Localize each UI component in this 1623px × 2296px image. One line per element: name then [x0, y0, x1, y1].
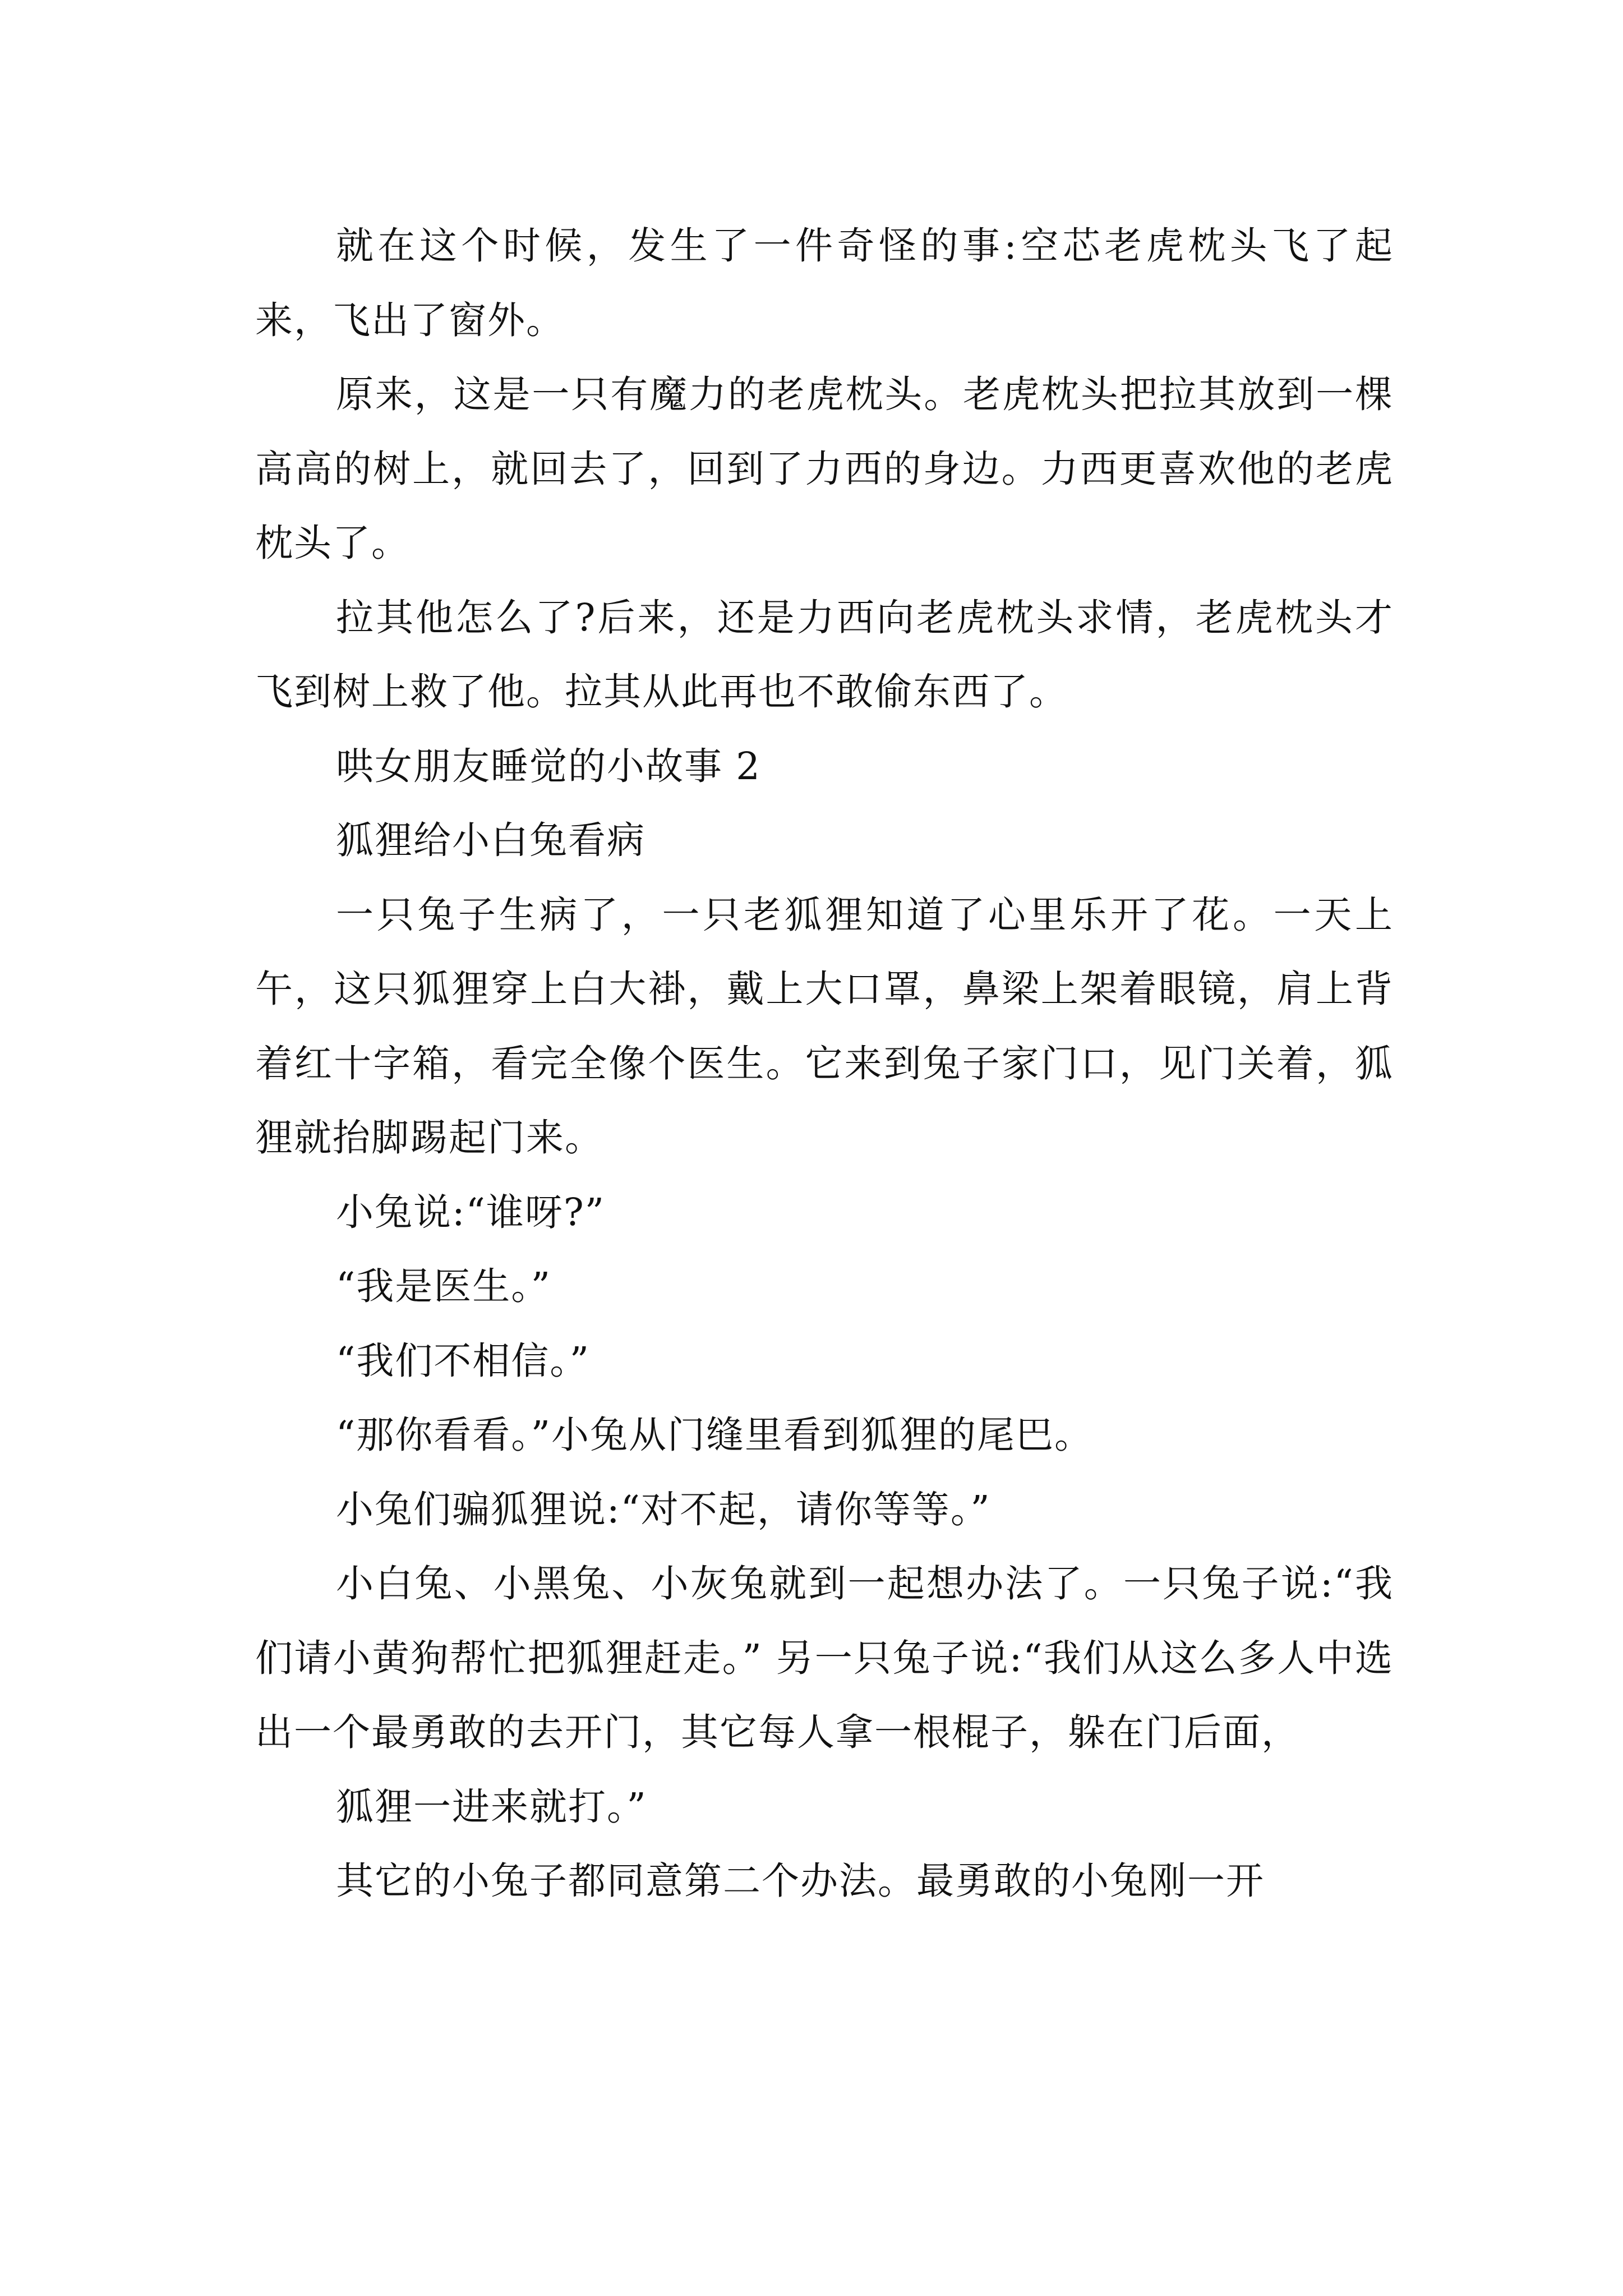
- story-title: 狐狸给小白兔看病: [336, 818, 645, 862]
- dialogue-line-5: 小兔们骗狐狸说:“对不起，请你等等。”: [336, 1487, 991, 1531]
- dialogue-line-4: “那你看看。”小兔从门缝里看到狐狸的尾巴。: [336, 1413, 1094, 1457]
- paragraph-7: 其它的小兔子都同意第二个办法。最勇敢的小兔刚一开: [336, 1859, 1265, 1903]
- document-body: [255, 209, 1394, 1918]
- paragraph-4: 一只兔子生病了，一只老狐狸知道了心里乐开了花。一天上午，这只狐狸穿上白大褂，戴上大口罩，鼻梁上架着眼镜，肩上背着红十字箱，看完全像个医生。它来到兔子家门口，见门关着，狐狸就抬脚踢起门来。: [255, 892, 1394, 1159]
- paragraph-6: 狐狸一进来就打。”: [336, 1784, 647, 1829]
- dialogue-line-1: 小兔说:“谁呀?”: [336, 1190, 605, 1234]
- dialogue-line-2: “我是医生。”: [336, 1264, 552, 1308]
- section-heading: 哄女朋友睡觉的小故事 2: [336, 744, 761, 788]
- paragraph-3: 拉其他怎么了?后来，还是力西向老虎枕头求情，老虎枕头才飞到树上救了他。拉其从此再也不敢偷东西了。: [255, 595, 1394, 714]
- paragraph-1: 就在这个时候，发生了一件奇怪的事:空芯老虎枕头飞了起来，飞出了窗外。: [255, 224, 1394, 342]
- dialogue-line-3: “我们不相信。”: [336, 1338, 591, 1383]
- paragraph-5: 小白兔、小黑兔、小灰兔就到一起想办法了。一只兔子说:“我们请小黄狗帮忙把狐狸赶走。” 另一只兔子说:“我们从这么多人中选出一个最勇敢的去开门，其它每人拿一根棍子，躲在门后面，: [255, 1562, 1394, 1754]
- paragraph-2: 原来，这是一只有魔力的老虎枕头。老虎枕头把拉其放到一棵高高的树上，就回去了，回到了力西的身边。力西更喜欢他的老虎枕头了。: [255, 372, 1394, 565]
